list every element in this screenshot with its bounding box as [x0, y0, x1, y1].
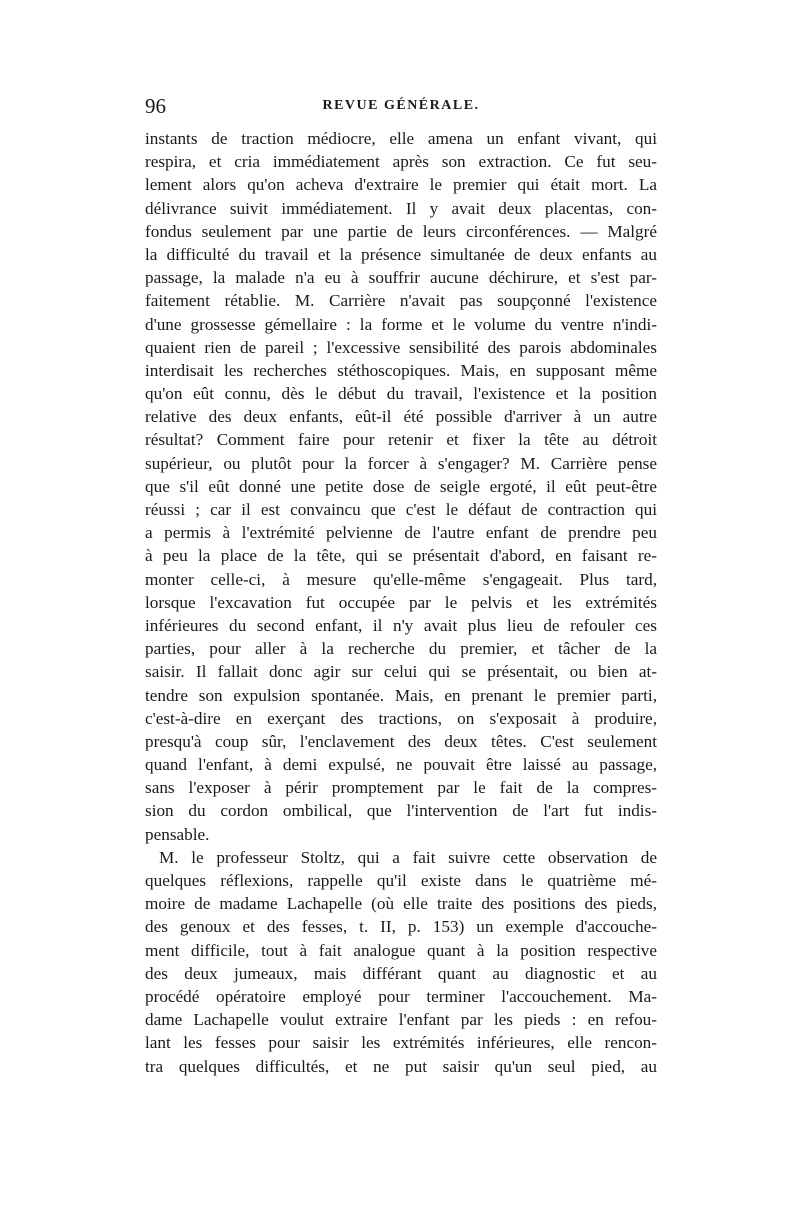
text-line: à peu la place de la tête, qui se présentait d'abord, en faisant re- [145, 546, 657, 566]
text-line: M. le professeur Stoltz, qui a fait suivre cette observation de [159, 847, 657, 867]
page-header [145, 92, 657, 120]
text-line: pensable. [145, 824, 210, 844]
text-line: lement alors qu'on acheva d'extraire le premier qui était mort. La [145, 175, 657, 195]
text-line: instants de traction médiocre, elle amena un enfant vivant, qui [145, 129, 657, 148]
text-line: que s'il eût donné une petite dose de seigle ergoté, il eût peut-être [145, 476, 657, 496]
text-line: sion du cordon ombilical, que l'intervention de l'art fut indis- [145, 801, 657, 821]
text-line: tra quelques difficultés, et ne put saisir qu'un seul pied, au [145, 1056, 657, 1076]
text-line: c'est-à-dire en exerçant des tractions, on s'exposait à produire, [145, 708, 657, 728]
text-line: ment difficile, tout à fait analogue quant à la position respective [145, 940, 657, 960]
running-head: REVUE GÉNÉRALE. [322, 98, 480, 113]
text-line: lant les fesses pour saisir les extrémités inférieures, elle rencon- [145, 1033, 657, 1053]
text-line: sans l'exposer à périr promptement par le fait de la compres- [145, 778, 657, 798]
text-line: supérieur, ou plutôt pour la forcer à s'engager? M. Carrière pense [145, 453, 657, 473]
text-line: saisir. Il fallait donc agir sur celui qui se présentait, ou bien at- [145, 662, 657, 682]
text-line: passage, la malade n'a eu à souffrir aucune déchirure, et s'est par- [145, 268, 657, 288]
text-line: inférieures du second enfant, il n'y avait plus lieu de refouler ces [145, 615, 657, 635]
text-line: des genoux et des fesses, t. II, p. 153) un exemple d'accouche- [145, 917, 657, 937]
text-line: résultat? Comment faire pour retenir et fixer la tête au détroit [145, 430, 657, 450]
text-line: tendre son expulsion spontanée. Mais, en prenant le premier parti, [145, 685, 657, 705]
text-line: lorsque l'excavation fut occupée par le pelvis et les extrémités [145, 592, 657, 612]
text-line: a permis à l'extrémité pelvienne de l'autre enfant de prendre peu [145, 523, 657, 543]
text-line: des deux jumeaux, mais différant quant au diagnostic et au [145, 963, 657, 983]
text-line: faitement rétablie. M. Carrière n'avait pas soupçonné l'existence [145, 291, 657, 311]
text-line: relative des deux enfants, eût-il été possible d'arriver à un autre [145, 407, 657, 427]
text-line: qu'on eût connu, dès le début du travail, l'existence et la position [145, 384, 657, 404]
text-line: moire de madame Lachapelle (où elle traite des positions des pieds, [145, 894, 657, 914]
text-line: presqu'à coup sûr, l'enclavement des deux têtes. C'est seulement [145, 731, 657, 751]
text-line: d'une grossesse gémellaire : la forme et le volume du ventre n'indi- [145, 314, 657, 334]
text-line: quelques réflexions, rappelle qu'il existe dans le quatrième mé- [145, 871, 657, 890]
text-line: fondus seulement par une partie de leurs circonférences. — Malgré [145, 221, 657, 241]
body-text [145, 127, 657, 1078]
text-line: procédé opératoire employé pour terminer l'accouchement. Ma- [145, 986, 657, 1006]
text-line: délivrance suivit immédiatement. Il y avait deux placentas, con- [145, 198, 657, 218]
text-line: dame Lachapelle voulut extraire l'enfant par les pieds : en refou- [145, 1010, 657, 1030]
text-line: quaient rien de pareil ; l'excessive sensibilité des parois abdominales [145, 337, 657, 357]
text-line: monter celle-ci, à mesure qu'elle-même s'engageait. Plus tard, [145, 569, 657, 589]
text-line: parties, pour aller à la recherche du premier, et tâcher de la [145, 639, 657, 659]
text-line: respira, et cria immédiatement après son extraction. Ce fut seu- [145, 152, 657, 172]
text-line: interdisait les recherches stéthoscopiques. Mais, en supposant même [145, 360, 657, 380]
text-line: quand l'enfant, à demi expulsé, ne pouvait être laissé au passage, [145, 755, 657, 775]
text-line: réussi ; car il est convaincu que c'est le défaut de contraction qui [145, 500, 657, 519]
text-line: la difficulté du travail et la présence simultanée de deux enfants au [145, 244, 657, 264]
page-number: 96 [145, 94, 166, 118]
